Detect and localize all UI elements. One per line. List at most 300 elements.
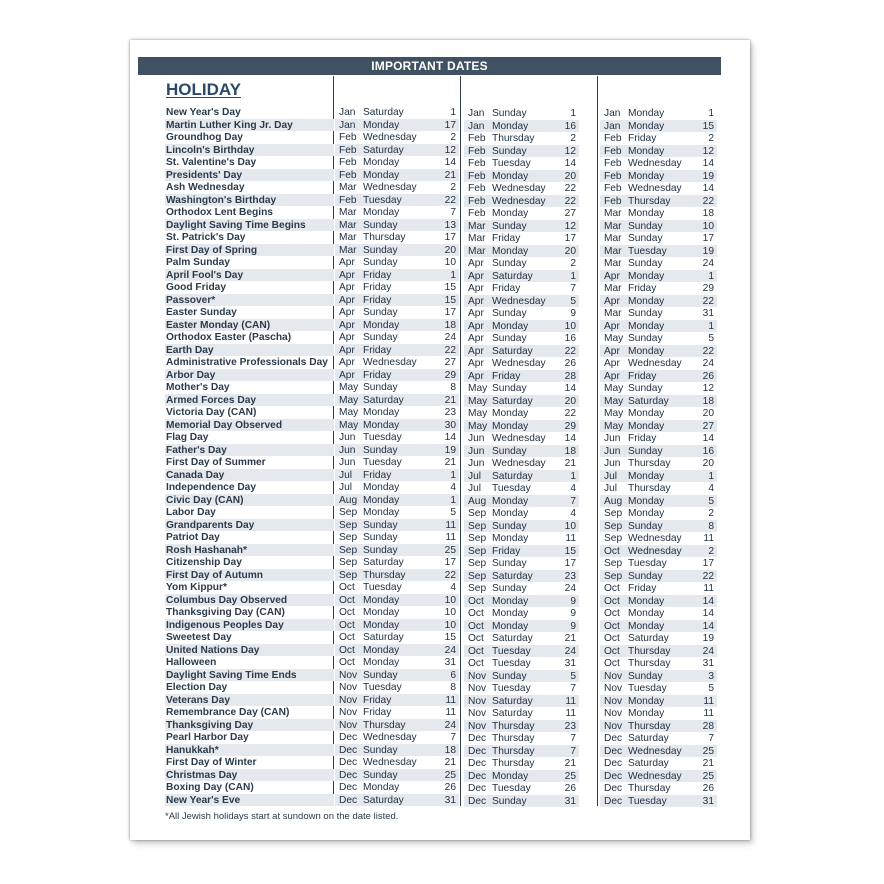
date-row (600, 345, 717, 358)
weekday-cell: Saturday (492, 345, 533, 357)
weekday-cell: Saturday (492, 270, 533, 282)
holiday-name: Groundhog Day (166, 132, 243, 143)
day-number-cell: 22 (444, 569, 456, 581)
date-row (464, 445, 579, 458)
day-number-cell: 10 (564, 320, 576, 332)
day-number-cell: 6 (450, 669, 456, 681)
weekday-cell: Thursday (492, 720, 535, 732)
date-row (464, 320, 579, 333)
weekday-cell: Monday (363, 119, 400, 131)
month-cell: Mar (339, 207, 357, 218)
month-cell: Jan (339, 119, 356, 131)
day-number-cell: 17 (702, 558, 714, 569)
day-number-cell: 9 (570, 620, 576, 632)
date-row (600, 607, 717, 620)
weekday-cell: Thursday (363, 719, 406, 731)
month-cell: Feb (339, 169, 357, 181)
month-cell: Apr (339, 357, 355, 368)
month-cell: Nov (339, 719, 358, 731)
date-row (600, 357, 717, 370)
day-number-cell: 21 (444, 757, 456, 768)
date-row (335, 531, 459, 544)
weekday-cell: Monday (492, 533, 529, 544)
weekday-cell: Wednesday (628, 158, 682, 169)
date-row (335, 781, 459, 794)
date-row (335, 794, 459, 807)
weekday-cell: Sunday (492, 558, 527, 569)
weekday-cell: Wednesday (363, 757, 417, 768)
day-number-cell: 5 (708, 683, 714, 694)
weekday-cell: Friday (492, 370, 521, 382)
day-number-cell: 10 (444, 257, 456, 268)
month-cell: Apr (468, 333, 484, 344)
day-number-cell: 2 (570, 258, 576, 269)
weekday-cell: Friday (492, 545, 521, 557)
weekday-cell: Tuesday (363, 682, 402, 693)
month-cell: Jul (604, 483, 618, 494)
weekday-cell: Monday (363, 169, 400, 181)
month-cell: Mar (468, 220, 486, 232)
weekday-cell: Tuesday (363, 432, 402, 443)
day-number-cell: 1 (570, 470, 576, 482)
weekday-cell: Friday (363, 269, 392, 281)
month-cell: Jan (468, 108, 485, 119)
date-row (464, 407, 579, 420)
date-row (600, 107, 717, 120)
day-number-cell: 15 (444, 632, 456, 643)
date-row (464, 245, 579, 258)
month-cell: Sep (604, 558, 623, 569)
weekday-cell: Friday (363, 344, 392, 356)
weekday-cell: Saturday (628, 395, 669, 407)
date-row (464, 307, 579, 320)
weekday-cell: Wednesday (363, 132, 417, 143)
month-cell: Feb (339, 144, 357, 156)
date-row (464, 395, 579, 408)
date-row (600, 745, 717, 758)
day-number-cell: 10 (444, 594, 456, 606)
day-number-cell: 28 (564, 370, 576, 382)
date-row (600, 182, 717, 195)
weekday-cell: Monday (628, 145, 665, 157)
day-number-cell: 11 (445, 707, 456, 718)
month-cell: Mar (604, 208, 622, 219)
weekday-cell: Monday (363, 482, 400, 493)
date-row (600, 520, 717, 533)
weekday-cell: Thursday (628, 720, 671, 732)
date-row (600, 295, 717, 308)
weekday-cell: Saturday (492, 708, 533, 719)
weekday-cell: Thursday (492, 733, 535, 744)
date-row (464, 157, 579, 170)
date-row (464, 482, 579, 495)
day-number-cell: 22 (564, 408, 576, 419)
month-cell: Oct (604, 545, 620, 557)
day-number-cell: 21 (564, 633, 576, 644)
date-row (600, 470, 717, 483)
date-row (464, 507, 579, 520)
weekday-cell: Thursday (492, 758, 535, 769)
day-number-cell: 2 (450, 132, 456, 143)
day-number-cell: 10 (564, 520, 576, 532)
month-cell: Oct (468, 633, 484, 644)
date-row (335, 756, 459, 769)
weekday-cell: Monday (363, 657, 400, 668)
month-cell: Dec (604, 733, 623, 744)
holiday-name: Independence Day (166, 482, 257, 493)
weekday-cell: Sunday (363, 307, 398, 318)
date-row (335, 394, 459, 407)
date-row (600, 595, 717, 608)
weekday-cell: Monday (492, 770, 529, 782)
month-cell: Jul (468, 483, 482, 494)
holiday-name: Orthodox Easter (Pascha) (166, 332, 292, 343)
day-number-cell: 22 (702, 345, 714, 357)
date-row (335, 581, 459, 594)
weekday-cell: Saturday (363, 557, 404, 568)
date-row (600, 582, 717, 595)
month-cell: Oct (468, 620, 484, 632)
holiday-name: Hanukkah* (165, 744, 334, 757)
month-cell: Jul (339, 469, 353, 481)
month-cell: Apr (604, 370, 620, 382)
day-number-cell: 25 (564, 770, 576, 782)
date-row (335, 106, 459, 119)
date-row (600, 795, 717, 808)
month-cell: Oct (604, 620, 620, 632)
day-number-cell: 8 (450, 382, 456, 393)
month-cell: Jun (604, 458, 621, 469)
holiday-name: Father's Day (165, 444, 334, 457)
weekday-cell: Sunday (492, 670, 527, 682)
date-row (335, 569, 459, 582)
weekday-cell: Friday (492, 233, 521, 244)
day-number-cell: 18 (444, 319, 456, 331)
month-cell: Apr (339, 307, 355, 318)
date-row (464, 620, 579, 633)
date-row (600, 645, 717, 658)
day-number-cell: 11 (703, 695, 714, 707)
day-number-cell: 31 (702, 308, 714, 319)
date-row (600, 657, 717, 670)
weekday-cell: Monday (628, 695, 665, 707)
month-cell: Aug (604, 495, 623, 507)
day-number-cell: 11 (703, 583, 714, 594)
day-number-cell: 5 (708, 333, 714, 344)
holiday-name: New Year's Eve (165, 794, 334, 807)
month-cell: Sep (339, 519, 358, 531)
weekday-cell: Sunday (628, 258, 663, 269)
weekday-cell: Wednesday (628, 533, 682, 544)
month-cell: Jan (339, 107, 356, 118)
month-cell: Oct (339, 582, 355, 593)
month-cell: Mar (339, 182, 357, 193)
weekday-cell: Sunday (492, 583, 527, 594)
date-row (600, 695, 717, 708)
holiday-name: Lincoln's Birthday (165, 144, 334, 157)
day-number-cell: 20 (564, 395, 576, 407)
month-cell: Apr (468, 370, 484, 382)
month-cell: Dec (604, 783, 623, 794)
day-number-cell: 12 (444, 144, 456, 156)
month-cell: Dec (339, 744, 358, 756)
month-cell: Oct (339, 632, 355, 643)
weekday-cell: Monday (628, 170, 665, 182)
month-cell: Mar (339, 232, 357, 243)
weekday-cell: Saturday (492, 470, 533, 482)
day-number-cell: 2 (708, 133, 714, 144)
weekday-cell: Thursday (363, 232, 406, 243)
month-cell: Mar (604, 233, 622, 244)
month-cell: Apr (468, 320, 484, 332)
holiday-name: Columbus Day Observed (165, 594, 334, 607)
day-number-cell: 1 (708, 320, 714, 332)
date-row (335, 256, 459, 269)
date-row (600, 145, 717, 158)
date-row (335, 469, 459, 482)
weekday-cell: Sunday (492, 383, 527, 394)
weekday-cell: Thursday (363, 569, 406, 581)
day-number-cell: 26 (444, 782, 456, 793)
month-cell: Mar (604, 283, 622, 294)
date-row (600, 757, 717, 770)
month-cell: Apr (604, 270, 620, 282)
weekday-cell: Wednesday (492, 295, 546, 307)
date-row (464, 495, 579, 508)
day-number-cell: 22 (702, 295, 714, 307)
month-cell: Feb (468, 158, 486, 169)
date-row (464, 632, 579, 645)
day-number-cell: 11 (445, 519, 456, 531)
weekday-cell: Friday (492, 283, 521, 294)
date-row (464, 195, 579, 208)
weekday-cell: Monday (492, 245, 529, 257)
date-row (464, 795, 579, 808)
day-number-cell: 2 (708, 508, 714, 519)
weekday-cell: Sunday (363, 332, 398, 343)
holiday-name: First Day of Summer (166, 457, 266, 468)
weekday-cell: Sunday (628, 445, 663, 457)
date-row (335, 144, 459, 157)
date-row (335, 206, 459, 219)
date-row (335, 181, 459, 194)
month-cell: Feb (339, 157, 357, 168)
weekday-cell: Sunday (363, 244, 398, 256)
month-cell: Apr (468, 283, 484, 294)
weekday-cell: Sunday (363, 257, 398, 268)
day-number-cell: 7 (570, 683, 576, 694)
day-number-cell: 24 (702, 258, 714, 269)
holiday-name: Patriot Day (166, 532, 220, 543)
month-cell: May (339, 382, 359, 393)
day-number-cell: 20 (444, 244, 456, 256)
weekday-cell: Monday (363, 507, 400, 518)
weekday-cell: Friday (628, 370, 657, 382)
month-cell: May (339, 407, 359, 418)
day-number-cell: 19 (702, 245, 714, 257)
day-number-cell: 25 (444, 544, 456, 556)
date-row (600, 157, 717, 170)
day-number-cell: 26 (702, 370, 714, 382)
holiday-name: Labor Day (166, 507, 216, 518)
month-cell: Oct (604, 608, 620, 619)
weekday-cell: Sunday (363, 544, 398, 556)
holiday-name: Thanksgiving Day (165, 719, 334, 732)
date-row (464, 582, 579, 595)
date-row (335, 719, 459, 732)
month-cell: Mar (339, 244, 357, 256)
holiday-name: Armed Forces Day (165, 394, 334, 407)
date-row (464, 457, 579, 470)
date-row (464, 282, 579, 295)
date-row (335, 169, 459, 182)
holiday-name: Passover* (165, 294, 334, 307)
date-row (464, 670, 579, 683)
month-cell: Oct (604, 658, 620, 669)
important-dates-banner: IMPORTANT DATES (138, 57, 721, 75)
date-row (464, 657, 579, 670)
date-row (464, 107, 579, 120)
month-cell: Apr (468, 345, 484, 357)
weekday-cell: Sunday (628, 670, 663, 682)
month-cell: Feb (468, 145, 486, 157)
month-cell: Jan (604, 108, 621, 119)
date-row (335, 194, 459, 207)
month-cell: Apr (468, 258, 484, 269)
weekday-cell: Wednesday (628, 770, 682, 782)
date-row (335, 131, 459, 144)
date-row (464, 595, 579, 608)
date-row (600, 382, 717, 395)
date-row (600, 320, 717, 333)
month-cell: Jan (468, 120, 485, 132)
month-cell: Feb (604, 158, 622, 169)
date-row (464, 545, 579, 558)
day-number-cell: 12 (564, 145, 576, 157)
day-number-cell: 21 (444, 457, 456, 468)
date-row (464, 120, 579, 133)
weekday-cell: Saturday (363, 394, 404, 406)
month-cell: Dec (339, 769, 358, 781)
month-cell: Oct (468, 608, 484, 619)
date-row (335, 681, 459, 694)
month-cell: Apr (339, 344, 355, 356)
weekday-cell: Monday (628, 270, 665, 282)
weekday-cell: Monday (628, 708, 665, 719)
footnote: *All Jewish holidays start at sundown on the date listed. (165, 811, 399, 822)
date-row (335, 369, 459, 382)
day-number-cell: 27 (564, 208, 576, 219)
date-row (335, 769, 459, 782)
month-cell: May (468, 395, 488, 407)
month-cell: Feb (339, 132, 357, 143)
month-cell: May (468, 420, 488, 432)
day-number-cell: 9 (570, 595, 576, 607)
day-number-cell: 12 (702, 145, 714, 157)
date-row (464, 382, 579, 395)
weekday-cell: Thursday (628, 783, 671, 794)
month-cell: Oct (468, 658, 484, 669)
weekday-cell: Tuesday (628, 795, 667, 807)
month-cell: Apr (468, 270, 484, 282)
date-row (600, 432, 717, 445)
date-row (464, 345, 579, 358)
date-row (600, 670, 717, 683)
month-cell: Oct (339, 657, 355, 668)
holiday-name: Daylight Saving Time Begins (165, 219, 334, 232)
day-number-cell: 15 (702, 120, 714, 132)
weekday-cell: Wednesday (492, 195, 546, 207)
date-row (335, 306, 459, 319)
weekday-cell: Tuesday (363, 457, 402, 468)
day-number-cell: 14 (564, 158, 576, 169)
month-cell: Dec (468, 745, 487, 757)
month-cell: Feb (339, 194, 357, 206)
month-cell: Sep (339, 532, 358, 543)
month-cell: Dec (604, 758, 623, 769)
month-cell: Sep (604, 533, 623, 544)
day-number-cell: 9 (570, 308, 576, 319)
month-cell: Apr (339, 294, 355, 306)
weekday-cell: Sunday (363, 444, 398, 456)
day-number-cell: 20 (702, 458, 714, 469)
date-row (464, 695, 579, 708)
day-number-cell: 15 (444, 294, 456, 306)
date-row (464, 607, 579, 620)
weekday-cell: Saturday (363, 107, 404, 118)
column-divider (597, 76, 598, 806)
date-row (600, 170, 717, 183)
day-number-cell: 4 (570, 508, 576, 519)
month-cell: Jun (339, 432, 356, 443)
weekday-cell: Friday (363, 282, 392, 293)
month-cell: Apr (339, 269, 355, 281)
day-number-cell: 22 (564, 183, 576, 194)
weekday-cell: Monday (492, 508, 529, 519)
month-cell: May (604, 420, 624, 432)
holiday-name: Civic Day (CAN) (165, 494, 334, 507)
day-number-cell: 14 (702, 608, 714, 619)
holiday-name: Veterans Day (165, 694, 334, 707)
weekday-cell: Saturday (363, 144, 404, 156)
holiday-name: Yom Kippur* (166, 582, 227, 593)
month-cell: Aug (468, 495, 487, 507)
weekday-cell: Monday (628, 470, 665, 482)
date-row (464, 207, 579, 220)
weekday-cell: Sunday (492, 795, 527, 807)
weekday-cell: Monday (492, 595, 529, 607)
holiday-name: Pearl Harbor Day (166, 732, 249, 743)
weekday-cell: Monday (363, 319, 400, 331)
date-row (600, 732, 717, 745)
day-number-cell: 19 (444, 444, 456, 456)
month-cell: Dec (339, 757, 358, 768)
weekday-cell: Wednesday (492, 433, 546, 444)
weekday-cell: Saturday (492, 570, 533, 582)
weekday-cell: Monday (363, 607, 400, 618)
holiday-name: Citizenship Day (166, 557, 242, 568)
weekday-cell: Monday (363, 419, 400, 431)
month-cell: May (468, 408, 488, 419)
date-row (600, 245, 717, 258)
holiday-name: Orthodox Lent Begins (166, 207, 273, 218)
date-row (600, 220, 717, 233)
weekday-cell: Sunday (363, 769, 398, 781)
day-number-cell: 17 (444, 119, 456, 131)
month-cell: Jul (339, 482, 353, 493)
month-cell: Apr (339, 369, 355, 381)
weekday-cell: Wednesday (363, 357, 417, 368)
